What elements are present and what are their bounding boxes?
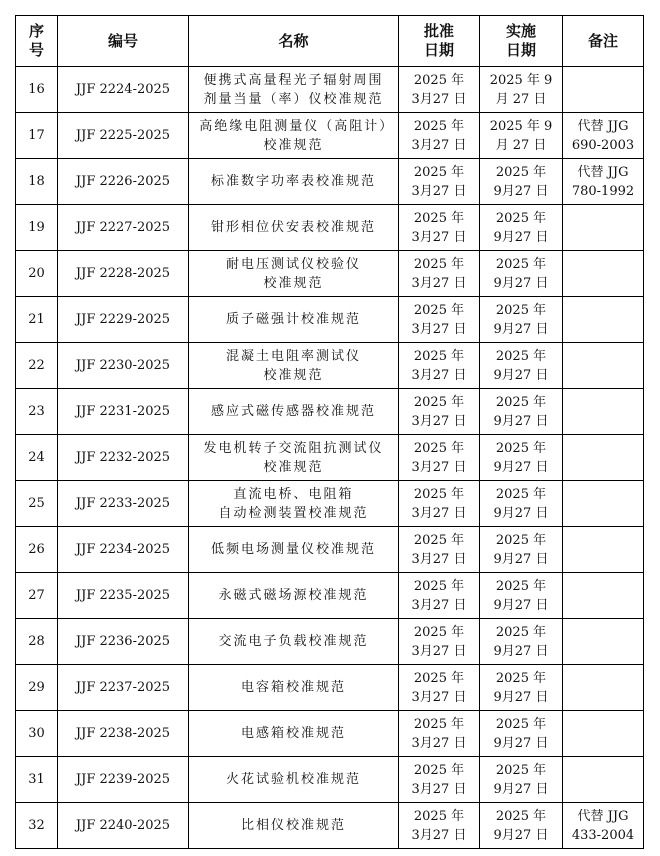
table-row: [16, 205, 644, 251]
cell-code: JJF 2232-2025: [58, 435, 189, 481]
cell-name: 低频电场测量仪校准规范: [189, 527, 399, 573]
cell-code: JJF 2234-2025: [58, 527, 189, 573]
cell-code: JJF 2238-2025: [58, 711, 189, 757]
table-row: [16, 389, 644, 435]
cell-name: 发电机转子交流阻抗测试仪 校准规范: [189, 435, 399, 481]
cell-approval-date: 2025 年 3月27 日: [399, 527, 480, 573]
table-header-row: [16, 16, 644, 67]
header-remark: 备注: [563, 16, 644, 67]
cell-code: JJF 2239-2025: [58, 757, 189, 803]
cell-seq: 22: [16, 343, 58, 389]
cell-effective-date: 2025 年 9 月 27 日: [480, 113, 563, 159]
cell-approval-date: 2025 年 3月27 日: [399, 343, 480, 389]
cell-seq: 17: [16, 113, 58, 159]
cell-effective-date: 2025 年 9月27 日: [480, 757, 563, 803]
standards-table: [15, 15, 644, 849]
cell-name: 标准数字功率表校准规范: [189, 159, 399, 205]
cell-remark: 代替 JJG 433-2004: [563, 803, 644, 849]
cell-seq: 18: [16, 159, 58, 205]
cell-effective-date: 2025 年 9月27 日: [480, 803, 563, 849]
cell-seq: 27: [16, 573, 58, 619]
cell-remark: [563, 527, 644, 573]
cell-remark: [563, 67, 644, 113]
cell-approval-date: 2025 年 3月27 日: [399, 711, 480, 757]
cell-effective-date: 2025 年 9月27 日: [480, 251, 563, 297]
cell-approval-date: 2025 年 3月27 日: [399, 297, 480, 343]
cell-seq: 30: [16, 711, 58, 757]
cell-name: 高绝缘电阻测量仪（高阻计）校准规范: [189, 113, 399, 159]
cell-code: JJF 2224-2025: [58, 67, 189, 113]
table-row: [16, 527, 644, 573]
table-row: [16, 251, 644, 297]
cell-effective-date: 2025 年 9月27 日: [480, 297, 563, 343]
cell-effective-date: 2025 年 9月27 日: [480, 665, 563, 711]
table-row: [16, 435, 644, 481]
cell-effective-date: 2025 年 9月27 日: [480, 481, 563, 527]
cell-name: 便携式高量程光子辐射周围剂量当量（率）仪校准规范: [189, 67, 399, 113]
cell-seq: 31: [16, 757, 58, 803]
cell-seq: 28: [16, 619, 58, 665]
header-approval-date: 批准 日期: [399, 16, 480, 67]
cell-code: JJF 2231-2025: [58, 389, 189, 435]
cell-remark: [563, 573, 644, 619]
table-row: [16, 481, 644, 527]
header-code: 编号: [58, 16, 189, 67]
cell-code: JJF 2226-2025: [58, 159, 189, 205]
cell-code: JJF 2237-2025: [58, 665, 189, 711]
cell-effective-date: 2025 年 9月27 日: [480, 159, 563, 205]
cell-effective-date: 2025 年 9月27 日: [480, 573, 563, 619]
cell-code: JJF 2229-2025: [58, 297, 189, 343]
cell-seq: 16: [16, 67, 58, 113]
cell-approval-date: 2025 年 3月27 日: [399, 67, 480, 113]
cell-seq: 19: [16, 205, 58, 251]
cell-approval-date: 2025 年 3月27 日: [399, 159, 480, 205]
cell-name: 钳形相位伏安表校准规范: [189, 205, 399, 251]
table-row: [16, 343, 644, 389]
cell-effective-date: 2025 年 9月27 日: [480, 435, 563, 481]
cell-effective-date: 2025 年 9月27 日: [480, 205, 563, 251]
cell-effective-date: 2025 年 9月27 日: [480, 389, 563, 435]
cell-seq: 20: [16, 251, 58, 297]
header-name: 名称: [189, 16, 399, 67]
table-row: [16, 711, 644, 757]
cell-name: 永磁式磁场源校准规范: [189, 573, 399, 619]
cell-seq: 24: [16, 435, 58, 481]
cell-approval-date: 2025 年 3月27 日: [399, 665, 480, 711]
cell-name: 电容箱校准规范: [189, 665, 399, 711]
table-row: [16, 113, 644, 159]
cell-name: 感应式磁传感器校准规范: [189, 389, 399, 435]
cell-approval-date: 2025 年 3月27 日: [399, 389, 480, 435]
cell-remark: [563, 343, 644, 389]
cell-approval-date: 2025 年 3月27 日: [399, 205, 480, 251]
cell-approval-date: 2025 年 3月27 日: [399, 113, 480, 159]
cell-effective-date: 2025 年 9 月 27 日: [480, 67, 563, 113]
cell-name: 火花试验机校准规范: [189, 757, 399, 803]
cell-code: JJF 2236-2025: [58, 619, 189, 665]
cell-remark: [563, 665, 644, 711]
cell-approval-date: 2025 年 3月27 日: [399, 803, 480, 849]
table-row: [16, 159, 644, 205]
cell-seq: 23: [16, 389, 58, 435]
cell-name: 耐电压测试仪校验仪 校准规范: [189, 251, 399, 297]
cell-code: JJF 2230-2025: [58, 343, 189, 389]
cell-name: 电感箱校准规范: [189, 711, 399, 757]
cell-remark: [563, 205, 644, 251]
cell-code: JJF 2240-2025: [58, 803, 189, 849]
cell-seq: 25: [16, 481, 58, 527]
cell-seq: 26: [16, 527, 58, 573]
cell-remark: [563, 619, 644, 665]
cell-name: 交流电子负载校准规范: [189, 619, 399, 665]
cell-effective-date: 2025 年 9月27 日: [480, 711, 563, 757]
header-effective-date: 实施 日期: [480, 16, 563, 67]
table-row: [16, 665, 644, 711]
cell-approval-date: 2025 年 3月27 日: [399, 757, 480, 803]
cell-code: JJF 2225-2025: [58, 113, 189, 159]
cell-name: 混凝土电阻率测试仪 校准规范: [189, 343, 399, 389]
table-row: [16, 67, 644, 113]
cell-remark: [563, 757, 644, 803]
cell-name: 质子磁强计校准规范: [189, 297, 399, 343]
cell-approval-date: 2025 年 3月27 日: [399, 251, 480, 297]
cell-remark: 代替 JJG 690-2003: [563, 113, 644, 159]
cell-seq: 32: [16, 803, 58, 849]
cell-remark: [563, 711, 644, 757]
cell-effective-date: 2025 年 9月27 日: [480, 619, 563, 665]
cell-seq: 21: [16, 297, 58, 343]
cell-remark: [563, 481, 644, 527]
cell-code: JJF 2228-2025: [58, 251, 189, 297]
table-row: [16, 757, 644, 803]
table-row: [16, 297, 644, 343]
cell-seq: 29: [16, 665, 58, 711]
cell-remark: [563, 251, 644, 297]
cell-remark: [563, 435, 644, 481]
cell-name: 比相仪校准规范: [189, 803, 399, 849]
table-row: [16, 573, 644, 619]
cell-approval-date: 2025 年 3月27 日: [399, 619, 480, 665]
cell-remark: [563, 389, 644, 435]
cell-remark: 代替 JJG 780-1992: [563, 159, 644, 205]
table-row: [16, 619, 644, 665]
cell-effective-date: 2025 年 9月27 日: [480, 527, 563, 573]
cell-effective-date: 2025 年 9月27 日: [480, 343, 563, 389]
cell-code: JJF 2227-2025: [58, 205, 189, 251]
cell-approval-date: 2025 年 3月27 日: [399, 435, 480, 481]
cell-code: JJF 2235-2025: [58, 573, 189, 619]
cell-code: JJF 2233-2025: [58, 481, 189, 527]
table-row: [16, 803, 644, 849]
cell-remark: [563, 297, 644, 343]
header-seq: 序 号: [16, 16, 58, 67]
cell-approval-date: 2025 年 3月27 日: [399, 481, 480, 527]
cell-name: 直流电桥、电阻箱 自动检测装置校准规范: [189, 481, 399, 527]
cell-approval-date: 2025 年 3月27 日: [399, 573, 480, 619]
